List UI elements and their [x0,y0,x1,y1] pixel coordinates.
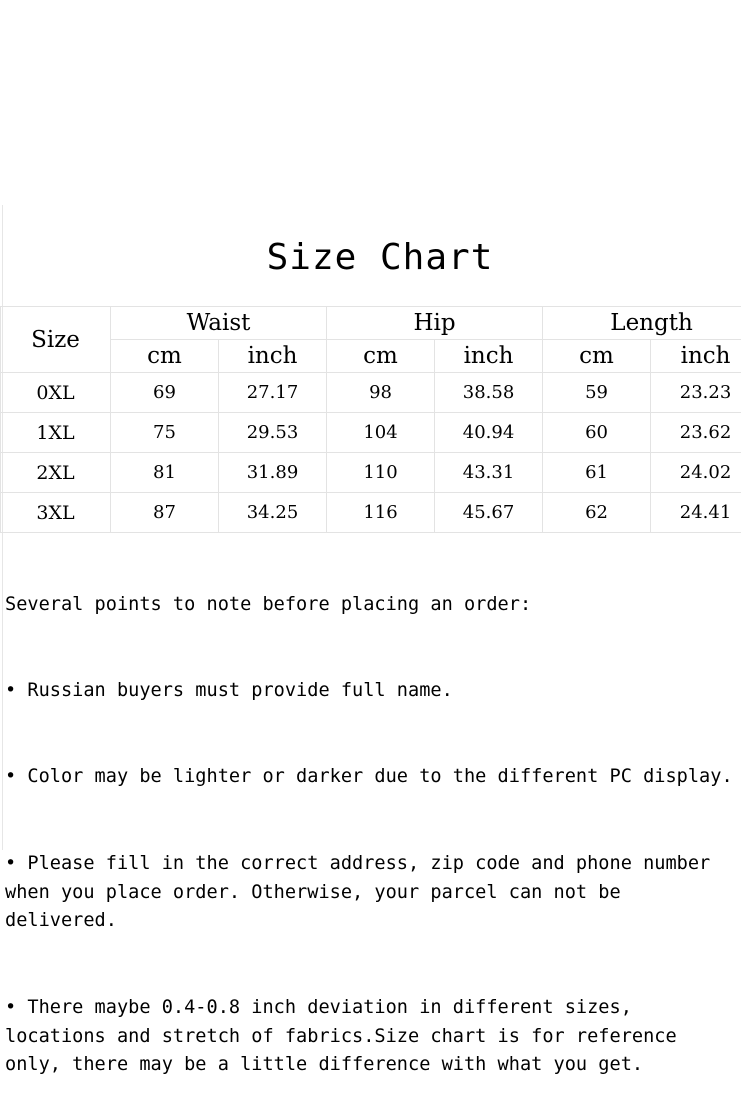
note-item-name: • Russian buyers must provide full name. [5,677,741,706]
length-inch-cell: 23.23 [651,373,741,413]
size-cell: 0XL [1,373,111,413]
hip-cm-cell: 110 [327,453,435,493]
length-cm-cell: 59 [543,373,651,413]
table-header-row [1,307,741,340]
length-inch-cell: 24.02 [651,453,741,493]
length-inch-cell: 24.41 [651,493,741,533]
size-cell: 3XL [1,493,111,533]
waist-cm-header: cm [111,340,219,373]
length-cm-cell: 61 [543,453,651,493]
hip-inch-header: inch [435,340,543,373]
length-cm-cell: 60 [543,413,651,453]
hip-cm-cell: 116 [327,493,435,533]
length-group-header: Length [543,307,741,340]
waist-cm-cell: 87 [111,493,219,533]
length-inch-cell: 23.62 [651,413,741,453]
waist-inch-cell: 31.89 [219,453,327,493]
order-notes [5,533,741,1109]
waist-cm-cell: 75 [111,413,219,453]
size-chart-table [0,306,741,533]
length-cm-cell: 62 [543,493,651,533]
page-title: Size Chart [0,234,741,282]
waist-inch-cell: 29.53 [219,413,327,453]
table-row [1,453,741,493]
size-cell: 1XL [1,413,111,453]
length-cm-header: cm [543,340,651,373]
hip-group-header: Hip [327,307,543,340]
hip-inch-cell: 38.58 [435,373,543,413]
table-row [1,413,741,453]
hip-cm-cell: 98 [327,373,435,413]
hip-cm-header: cm [327,340,435,373]
table-row [1,493,741,533]
table-unit-row [1,340,741,373]
waist-inch-cell: 34.25 [219,493,327,533]
table-row [1,373,741,413]
note-item-deviation: • There maybe 0.4-0.8 inch deviation in different sizes, locations and stretch of fabrics.Size chart is for reference only, there may be a little difference with what you get. [5,994,741,1080]
length-inch-header: inch [651,340,741,373]
hip-inch-cell: 40.94 [435,413,543,453]
hip-inch-cell: 43.31 [435,453,543,493]
waist-inch-header: inch [219,340,327,373]
note-item-color: • Color may be lighter or darker due to the different PC display. [5,763,741,792]
waist-cm-cell: 81 [111,453,219,493]
waist-group-header: Waist [111,307,327,340]
waist-cm-cell: 69 [111,373,219,413]
size-column-header: Size [1,307,111,373]
waist-inch-cell: 27.17 [219,373,327,413]
note-item-address: • Please fill in the correct address, zip code and phone number when you place order. Otherwise, your parcel can not be delivered. [5,850,741,936]
hip-inch-cell: 45.67 [435,493,543,533]
notes-heading: Several points to note before placing an order: [5,591,741,620]
hip-cm-cell: 104 [327,413,435,453]
size-cell: 2XL [1,453,111,493]
